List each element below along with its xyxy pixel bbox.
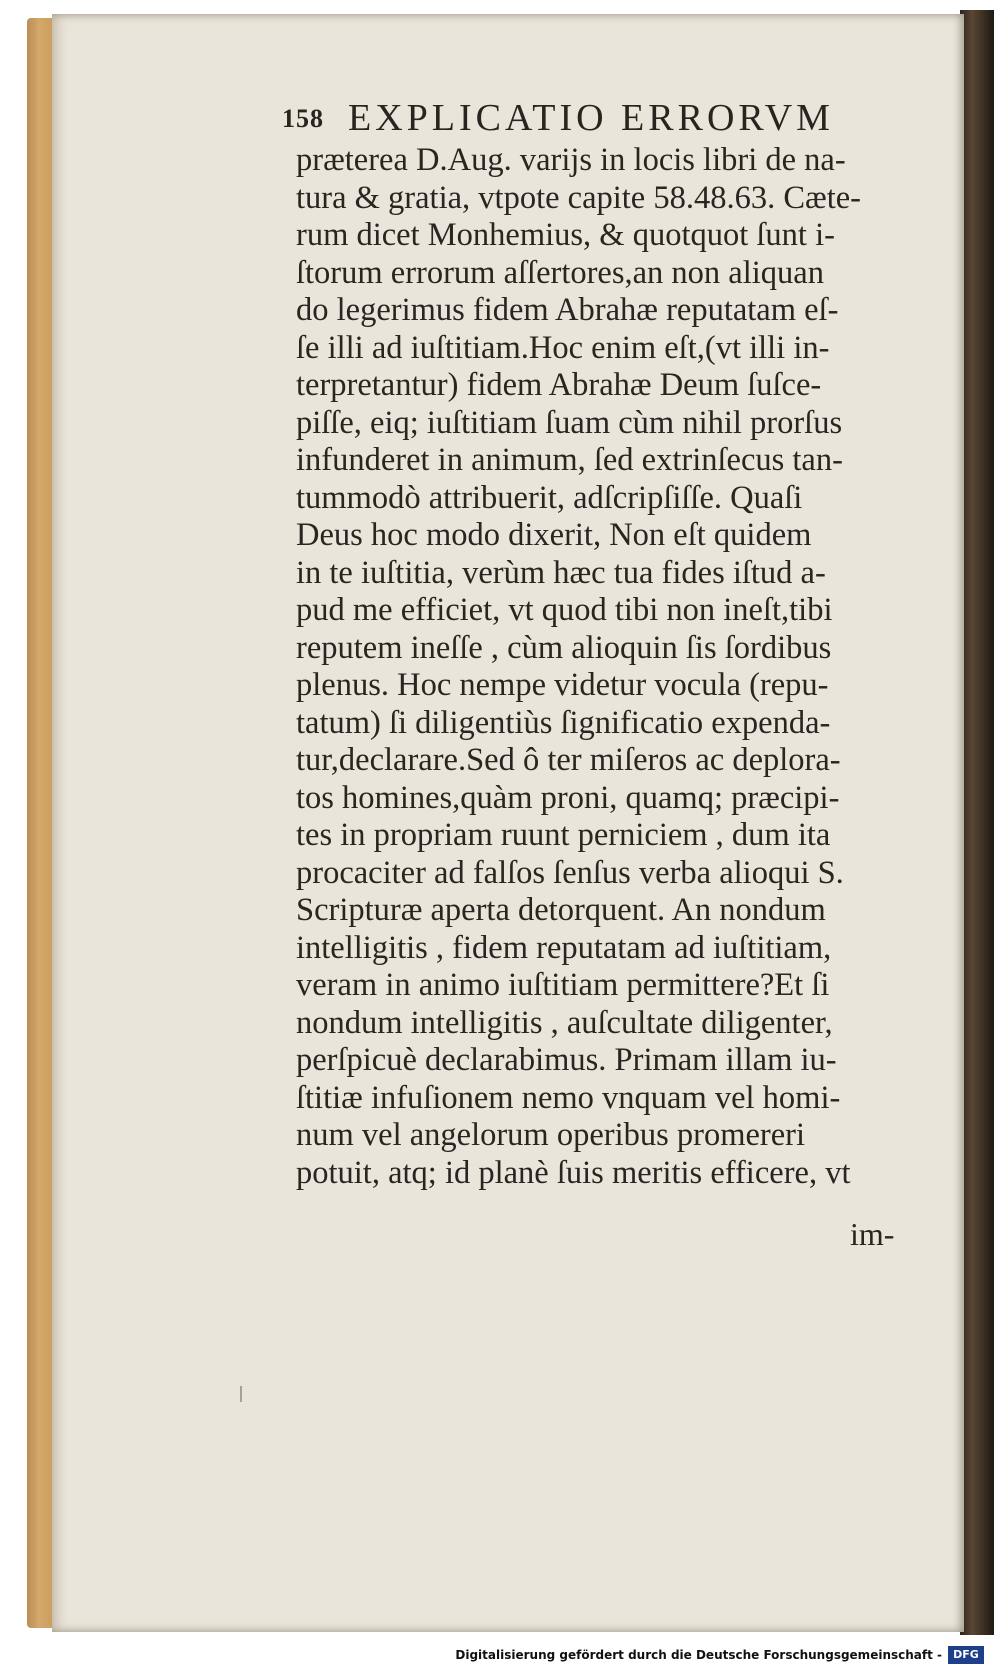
text-line: rum dicet Monhemius, & quotquot ſunt i- (296, 217, 835, 253)
page-mark (240, 1386, 242, 1402)
text-line: procaciter ad falſos ſenſus verba alioqui S. (296, 854, 844, 891)
text-line: num vel angelorum operibus promereri (296, 1117, 806, 1153)
text-line: pud me efficiet, vt quod tibi non ineſt,tibi (296, 592, 833, 628)
text-line: intelligitis , fidem reputatam ad iuſtitiam, (296, 929, 832, 966)
text-line: plenus. Hoc nempe videtur vocula (repu- (296, 667, 829, 703)
text-line: præterea D.Aug. varijs in locis libri de na- (296, 142, 846, 178)
text-line: potuit, atq; id planè ſuis meritis efficere, vt (296, 1154, 851, 1191)
text-line: infunderet in animum, ſed extrinſecus tan- (296, 442, 843, 478)
text-line: tos homines,quàm proni, quamq; præcipi- (296, 779, 840, 816)
text-line: nondum intelligitis , auſcultate diligenter, (296, 1004, 833, 1041)
catchword: im- (850, 1216, 895, 1252)
text-line: tura & gratia, vtpote capite 58.48.63. Cæte- (296, 179, 861, 216)
footer (0, 1640, 1000, 1671)
text-line: tes in propriam ruunt perniciem , dum ita (296, 817, 831, 853)
text-line: in te iuſtitia, verùm hæc tua fides iſtud a- (296, 554, 826, 591)
text-line: ſe illi ad iuſtitiam.Hoc enim eſt,(vt illi in- (296, 329, 830, 366)
text-line: reputem ineſſe , cùm alioquin ſis ſordibus (296, 629, 832, 666)
text-line: Deus hoc modo dixerit, Non eſt quidem (296, 517, 812, 553)
page-header (282, 96, 902, 140)
text-line: veram in animo iuſtitiam permittere?Et ſi (296, 967, 830, 1003)
folio-number: 158 (282, 104, 324, 133)
text-line: tummodò attribuerit, adſcripſiſſe. Quaſi (296, 479, 803, 516)
text-line: tur,declarare.Sed ô ter miſeros ac deplora- (296, 742, 841, 778)
text-line: Scripturæ aperta detorquent. An nondum (296, 892, 826, 928)
text-line: ſtitiæ infuſionem nemo vnquam vel homi- (296, 1079, 841, 1116)
text-line: do legerimus fidem Abrahæ reputatam eſ- (296, 292, 839, 328)
text-line: ſtorum errorum aſſertores,an non aliquan (296, 254, 824, 291)
text-line: piſſe, eiq; iuſtitiam ſuam cùm nihil prorſus (296, 404, 843, 441)
running-title: EXPLICATIO ERRORVM (348, 97, 834, 139)
footer-credit: Digitalisierung gefördert durch die Deutsche Forschungsgemeinschaft - (455, 1648, 942, 1662)
dfg-logo: DFG (948, 1646, 984, 1664)
book-edge-right (960, 10, 994, 1635)
text-line: terpretantur) fidem Abrahæ Deum ſuſce- (296, 367, 822, 403)
body-text (296, 142, 916, 1192)
text-line: tatum) ſi diligentiùs ſignificatio expenda- (296, 704, 831, 741)
text-line: perſpicuè declarabimus. Primam illam iu- (296, 1042, 837, 1078)
